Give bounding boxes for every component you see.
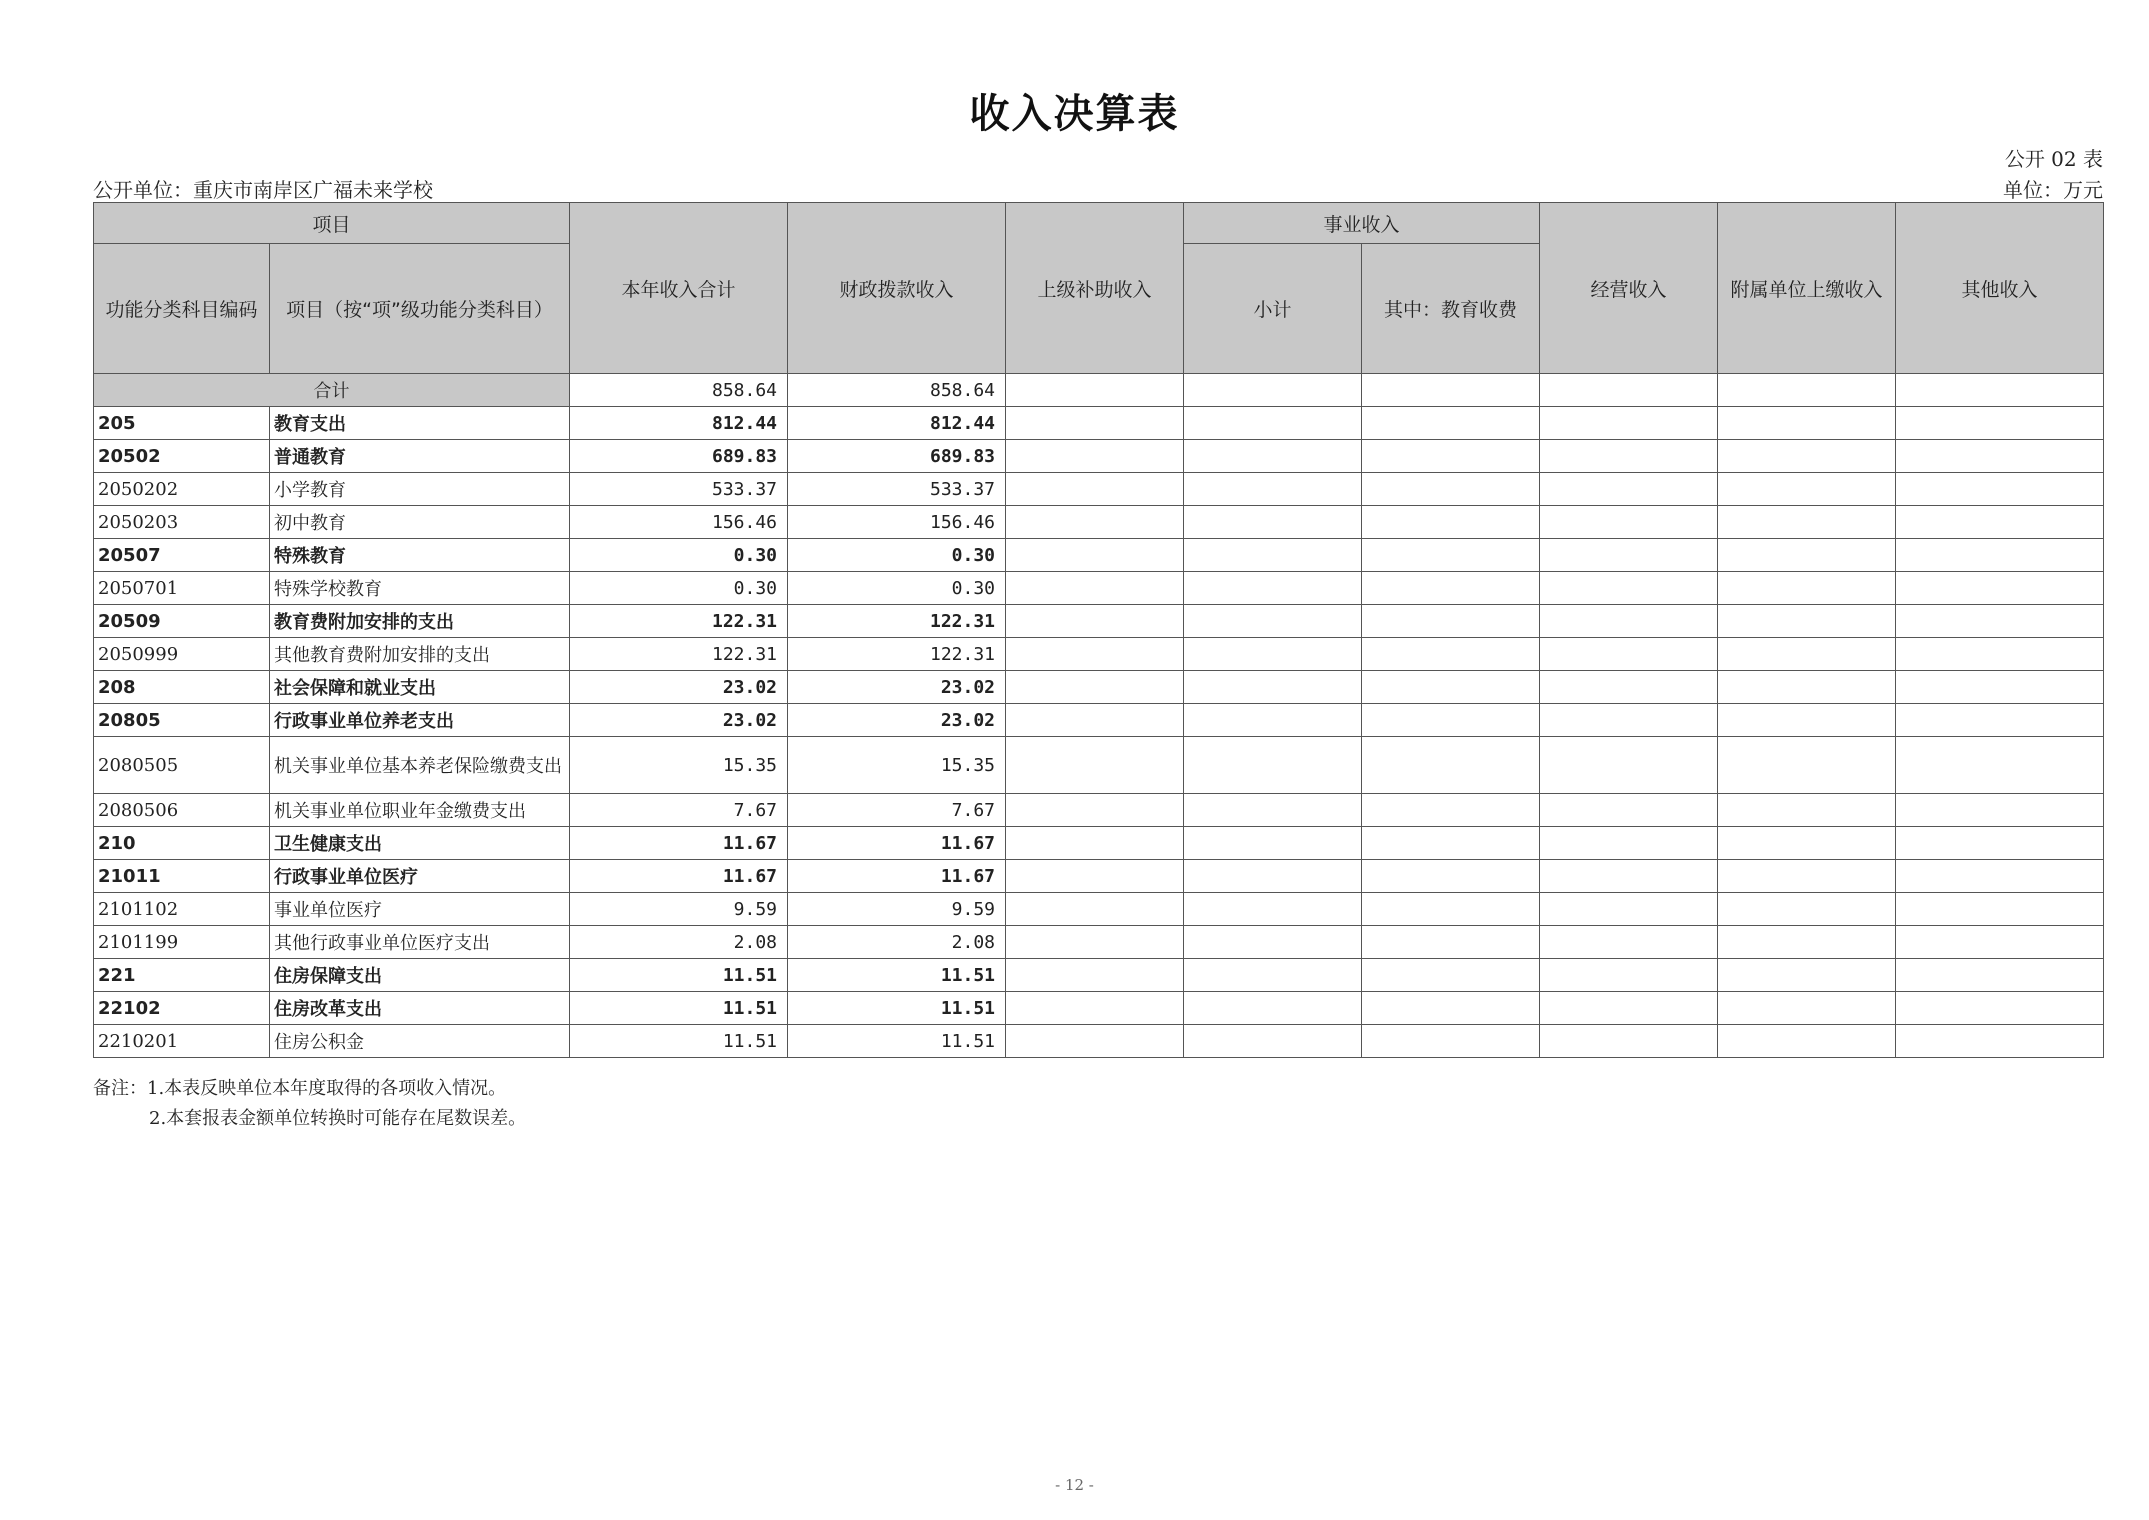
empty-cell xyxy=(1718,440,1896,473)
row-total-income: 533.37 xyxy=(570,473,788,506)
empty-cell xyxy=(1362,407,1540,440)
empty-cell xyxy=(1540,893,1718,926)
empty-cell xyxy=(1362,506,1540,539)
row-code: 2210201 xyxy=(94,1025,270,1058)
empty-cell xyxy=(1540,794,1718,827)
header-business-group: 事业收入 xyxy=(1184,203,1540,244)
empty-cell xyxy=(1184,407,1362,440)
empty-cell xyxy=(1896,860,2104,893)
empty-cell xyxy=(1006,671,1184,704)
empty-cell xyxy=(1362,539,1540,572)
row-code: 2101102 xyxy=(94,893,270,926)
empty-cell xyxy=(1540,473,1718,506)
empty-cell xyxy=(1006,827,1184,860)
row-total-income: 15.35 xyxy=(570,737,788,794)
table-row xyxy=(94,671,2104,704)
notes xyxy=(93,1074,526,1134)
header-affiliated: 附属单位上缴收入 xyxy=(1718,203,1896,374)
empty-cell xyxy=(1540,572,1718,605)
row-fiscal: 812.44 xyxy=(788,407,1006,440)
row-name: 住房保障支出 xyxy=(270,959,570,992)
table-row xyxy=(94,473,2104,506)
row-code: 2101199 xyxy=(94,926,270,959)
header-code: 功能分类科目编码 xyxy=(94,244,270,374)
note-2: 2.本套报表金额单位转换时可能存在尾数误差。 xyxy=(149,1108,527,1129)
row-name: 社会保障和就业支出 xyxy=(270,671,570,704)
row-fiscal: 533.37 xyxy=(788,473,1006,506)
empty-cell xyxy=(1718,860,1896,893)
table-row xyxy=(94,704,2104,737)
empty-cell xyxy=(1362,605,1540,638)
row-name: 普通教育 xyxy=(270,440,570,473)
empty-cell xyxy=(1362,638,1540,671)
empty-cell xyxy=(1006,506,1184,539)
table-row xyxy=(94,407,2104,440)
empty-cell xyxy=(1006,407,1184,440)
row-total-income: 11.67 xyxy=(570,827,788,860)
header-subtotal: 小计 xyxy=(1184,244,1362,374)
row-code: 2080505 xyxy=(94,737,270,794)
empty-cell xyxy=(1184,671,1362,704)
empty-cell xyxy=(1896,926,2104,959)
empty-cell xyxy=(1540,605,1718,638)
row-total-income: 2.08 xyxy=(570,926,788,959)
row-code: 208 xyxy=(94,671,270,704)
empty-cell xyxy=(1006,638,1184,671)
empty-cell xyxy=(1718,827,1896,860)
header-item-group: 项目 xyxy=(94,203,570,244)
empty-cell xyxy=(1718,737,1896,794)
row-name: 住房改革支出 xyxy=(270,992,570,1025)
row-fiscal: 11.67 xyxy=(788,827,1006,860)
empty-cell xyxy=(1362,737,1540,794)
empty-cell xyxy=(1718,473,1896,506)
empty-cell xyxy=(1718,704,1896,737)
empty-cell xyxy=(1718,539,1896,572)
empty-cell xyxy=(1896,959,2104,992)
empty-cell xyxy=(1896,1025,2104,1058)
table-row xyxy=(94,638,2104,671)
row-name: 卫生健康支出 xyxy=(270,827,570,860)
row-name: 特殊学校教育 xyxy=(270,572,570,605)
row-total-income: 122.31 xyxy=(570,605,788,638)
row-total-income: 0.30 xyxy=(570,539,788,572)
empty-cell xyxy=(1184,794,1362,827)
row-code: 2050202 xyxy=(94,473,270,506)
table-row xyxy=(94,572,2104,605)
empty-cell xyxy=(1896,539,2104,572)
empty-cell xyxy=(1540,827,1718,860)
reporting-unit: 公开单位：重庆市南岸区广福未来学校 xyxy=(93,178,433,202)
table-row xyxy=(94,992,2104,1025)
empty-cell xyxy=(1006,473,1184,506)
row-code: 210 xyxy=(94,827,270,860)
empty-cell xyxy=(1362,860,1540,893)
row-name: 住房公积金 xyxy=(270,1025,570,1058)
empty-cell xyxy=(1896,671,2104,704)
empty-cell xyxy=(1896,572,2104,605)
empty-cell xyxy=(1362,794,1540,827)
row-code: 20502 xyxy=(94,440,270,473)
empty-cell xyxy=(1362,992,1540,1025)
empty-cell xyxy=(1718,506,1896,539)
empty-cell xyxy=(1896,638,2104,671)
empty-cell xyxy=(1540,638,1718,671)
row-name: 其他教育费附加安排的支出 xyxy=(270,638,570,671)
table-row xyxy=(94,926,2104,959)
empty-cell xyxy=(1540,737,1718,794)
row-total-income: 9.59 xyxy=(570,893,788,926)
row-code: 20507 xyxy=(94,539,270,572)
empty-cell xyxy=(1006,794,1184,827)
empty-cell xyxy=(1184,506,1362,539)
row-code: 205 xyxy=(94,407,270,440)
empty-cell xyxy=(1896,893,2104,926)
row-name: 机关事业单位基本养老保险缴费支出 xyxy=(270,737,570,794)
empty-cell xyxy=(1006,926,1184,959)
row-total-income: 23.02 xyxy=(570,704,788,737)
row-total-income: 11.51 xyxy=(570,959,788,992)
empty-cell xyxy=(1184,605,1362,638)
row-code: 2050999 xyxy=(94,638,270,671)
empty-cell xyxy=(1540,959,1718,992)
empty-cell xyxy=(1896,407,2104,440)
row-fiscal: 11.51 xyxy=(788,992,1006,1025)
empty-cell xyxy=(1184,572,1362,605)
row-fiscal: 23.02 xyxy=(788,704,1006,737)
empty-cell xyxy=(1540,440,1718,473)
empty-cell xyxy=(1006,737,1184,794)
empty-cell xyxy=(1718,1025,1896,1058)
empty-cell xyxy=(1006,893,1184,926)
empty-cell xyxy=(1006,704,1184,737)
currency-unit: 单位：万元 xyxy=(2003,178,2103,202)
empty-cell xyxy=(1184,737,1362,794)
header-other: 其他收入 xyxy=(1896,203,2104,374)
row-fiscal: 9.59 xyxy=(788,893,1006,926)
table-row xyxy=(94,794,2104,827)
row-total-income: 122.31 xyxy=(570,638,788,671)
row-fiscal: 122.31 xyxy=(788,605,1006,638)
empty-cell xyxy=(1718,926,1896,959)
empty-cell xyxy=(1718,572,1896,605)
empty-cell xyxy=(1006,605,1184,638)
empty-cell xyxy=(1184,860,1362,893)
row-fiscal: 11.51 xyxy=(788,1025,1006,1058)
header-name: 项目（按“项”级功能分类科目） xyxy=(270,244,570,374)
row-name: 特殊教育 xyxy=(270,539,570,572)
row-code: 21011 xyxy=(94,860,270,893)
empty-cell xyxy=(1362,827,1540,860)
row-name: 小学教育 xyxy=(270,473,570,506)
empty-cell xyxy=(1540,860,1718,893)
row-name: 行政事业单位养老支出 xyxy=(270,704,570,737)
row-fiscal: 15.35 xyxy=(788,737,1006,794)
empty-cell xyxy=(1718,893,1896,926)
row-total-income: 23.02 xyxy=(570,671,788,704)
empty-cell xyxy=(1540,992,1718,1025)
empty-cell xyxy=(1896,440,2104,473)
row-code: 2050203 xyxy=(94,506,270,539)
empty-cell xyxy=(1362,671,1540,704)
empty-cell xyxy=(1896,506,2104,539)
row-fiscal: 11.67 xyxy=(788,860,1006,893)
table-row xyxy=(94,605,2104,638)
header-total-income: 本年收入合计 xyxy=(570,203,788,374)
empty-cell xyxy=(1896,827,2104,860)
table-row xyxy=(94,827,2104,860)
row-total-income: 0.30 xyxy=(570,572,788,605)
row-fiscal: 122.31 xyxy=(788,638,1006,671)
empty-cell xyxy=(1006,959,1184,992)
empty-cell xyxy=(1718,794,1896,827)
empty-cell xyxy=(1184,926,1362,959)
empty-cell xyxy=(1896,605,2104,638)
row-name: 行政事业单位医疗 xyxy=(270,860,570,893)
total-fiscal-value: 858.64 xyxy=(788,374,1006,407)
row-total-income: 11.67 xyxy=(570,860,788,893)
row-fiscal: 2.08 xyxy=(788,926,1006,959)
empty-cell xyxy=(1896,794,2104,827)
row-total-income: 156.46 xyxy=(570,506,788,539)
empty-cell xyxy=(1718,671,1896,704)
table-row xyxy=(94,506,2104,539)
page-number: - 12 - xyxy=(1055,1476,1094,1494)
row-fiscal: 156.46 xyxy=(788,506,1006,539)
empty-cell xyxy=(1362,1025,1540,1058)
row-name: 初中教育 xyxy=(270,506,570,539)
row-total-income: 812.44 xyxy=(570,407,788,440)
row-name: 机关事业单位职业年金缴费支出 xyxy=(270,794,570,827)
header-operating: 经营收入 xyxy=(1540,203,1718,374)
empty-cell xyxy=(1184,539,1362,572)
empty-cell xyxy=(1184,959,1362,992)
total-row xyxy=(94,374,2104,407)
table-row xyxy=(94,539,2104,572)
empty-cell xyxy=(1718,638,1896,671)
empty-cell xyxy=(1184,473,1362,506)
header-superior: 上级补助收入 xyxy=(1006,203,1184,374)
empty-cell xyxy=(1362,473,1540,506)
table-row xyxy=(94,737,2104,794)
row-total-income: 11.51 xyxy=(570,1025,788,1058)
empty-cell xyxy=(1362,704,1540,737)
empty-cell xyxy=(1006,860,1184,893)
empty-cell xyxy=(1006,1025,1184,1058)
empty-cell xyxy=(1184,638,1362,671)
empty-cell xyxy=(1718,959,1896,992)
empty-cell xyxy=(1896,473,2104,506)
row-code: 20509 xyxy=(94,605,270,638)
row-code: 20805 xyxy=(94,704,270,737)
empty-cell xyxy=(1362,959,1540,992)
row-fiscal: 0.30 xyxy=(788,539,1006,572)
empty-cell xyxy=(1184,704,1362,737)
table-row xyxy=(94,440,2104,473)
empty-cell xyxy=(1006,539,1184,572)
table-row xyxy=(94,860,2104,893)
empty-cell xyxy=(1896,704,2104,737)
page-title: 收入决算表 xyxy=(969,91,1180,137)
empty-cell xyxy=(1184,893,1362,926)
total-income-value: 858.64 xyxy=(570,374,788,407)
row-fiscal: 0.30 xyxy=(788,572,1006,605)
empty-cell xyxy=(1540,1025,1718,1058)
empty-cell xyxy=(1006,440,1184,473)
note-1: 备注：1.本表反映单位本年度取得的各项收入情况。 xyxy=(93,1078,507,1099)
row-code: 22102 xyxy=(94,992,270,1025)
empty-cell xyxy=(1540,671,1718,704)
empty-cell xyxy=(1896,992,2104,1025)
empty-cell xyxy=(1362,893,1540,926)
row-fiscal: 23.02 xyxy=(788,671,1006,704)
empty-cell xyxy=(1718,605,1896,638)
row-code: 2080506 xyxy=(94,794,270,827)
empty-cell xyxy=(1006,992,1184,1025)
empty-cell xyxy=(1184,827,1362,860)
empty-cell xyxy=(1540,926,1718,959)
empty-cell xyxy=(1362,440,1540,473)
table-row xyxy=(94,1025,2104,1058)
empty-cell xyxy=(1362,572,1540,605)
row-name: 教育费附加安排的支出 xyxy=(270,605,570,638)
empty-cell xyxy=(1718,407,1896,440)
empty-cell xyxy=(1184,992,1362,1025)
empty-cell xyxy=(1718,992,1896,1025)
row-total-income: 7.67 xyxy=(570,794,788,827)
empty-cell xyxy=(1006,572,1184,605)
row-total-income: 11.51 xyxy=(570,992,788,1025)
empty-cell xyxy=(1184,440,1362,473)
row-code: 221 xyxy=(94,959,270,992)
table-row xyxy=(94,893,2104,926)
table-row xyxy=(94,959,2104,992)
row-name: 其他行政事业单位医疗支出 xyxy=(270,926,570,959)
empty-cell xyxy=(1540,407,1718,440)
row-total-income: 689.83 xyxy=(570,440,788,473)
row-name: 教育支出 xyxy=(270,407,570,440)
row-fiscal: 7.67 xyxy=(788,794,1006,827)
header-education-fee: 其中：教育收费 xyxy=(1362,244,1540,374)
form-number: 公开 02 表 xyxy=(2004,147,2103,171)
row-fiscal: 689.83 xyxy=(788,440,1006,473)
empty-cell xyxy=(1184,1025,1362,1058)
income-table xyxy=(93,202,2104,1058)
empty-cell xyxy=(1896,737,2104,794)
total-label: 合计 xyxy=(94,374,570,407)
row-code: 2050701 xyxy=(94,572,270,605)
empty-cell xyxy=(1540,704,1718,737)
empty-cell xyxy=(1540,506,1718,539)
empty-cell xyxy=(1540,539,1718,572)
row-name: 事业单位医疗 xyxy=(270,893,570,926)
row-fiscal: 11.51 xyxy=(788,959,1006,992)
header-fiscal: 财政拨款收入 xyxy=(788,203,1006,374)
empty-cell xyxy=(1362,926,1540,959)
